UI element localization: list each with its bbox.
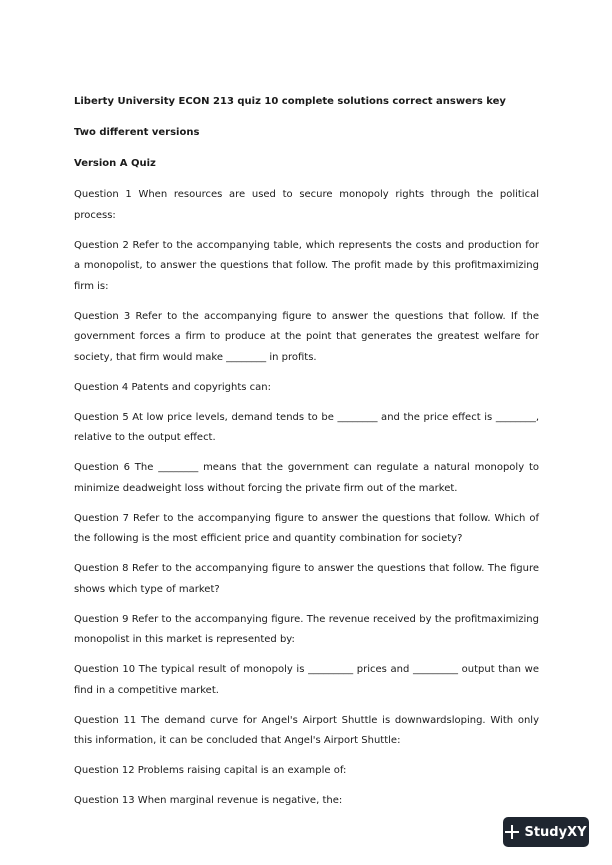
question-12: Question 12 Problems raising capital is an example of: xyxy=(74,765,347,776)
question-2: Question 2 Refer to the accompanying table, which represents the costs and production for a monopolist, to answer the questions that follow. The profit made by this profitmaximizing firm is: xyxy=(74,239,539,292)
document-subtitle: Two different versions xyxy=(74,127,200,138)
question-5: Question 5 At low price levels, demand tends to be ________ and the price effect is ________, relative to the output effect. xyxy=(74,411,539,443)
document-body xyxy=(74,92,539,821)
question-8: Question 8 Refer to the accompanying figure to answer the questions that follow. The figure shows which type of market? xyxy=(74,563,539,595)
question-3: Question 3 Refer to the accompanying figure to answer the questions that follow. If the government forces a firm to produce at the point that generates the greatest welfare for society, that firm would make ________ in profits. xyxy=(74,310,539,363)
document-title: Liberty University ECON 213 quiz 10 complete solutions correct answers key xyxy=(74,96,506,107)
question-7: Question 7 Refer to the accompanying figure to answer the questions that follow. Which of the following is the most efficient price and quantity combination for society? xyxy=(74,512,539,544)
question-6: Question 6 The ________ means that the government can regulate a natural monopoly to minimize deadweight loss without forcing the private firm out of the market. xyxy=(74,462,539,494)
plus-icon xyxy=(505,825,519,839)
section-heading: Version A Quiz xyxy=(74,158,156,169)
question-11: Question 11 The demand curve for Angel's Airport Shuttle is downwardsloping. With only this information, it can be concluded that Angel's Airport Shuttle: xyxy=(74,714,539,746)
question-4: Question 4 Patents and copyrights can: xyxy=(74,381,271,393)
question-9: Question 9 Refer to the accompanying figure. The revenue received by the profitmaximizing monopolist in this market is represented by: xyxy=(74,613,539,645)
question-10: Question 10 The typical result of monopoly is _________ prices and _________ output than we find in a competitive market. xyxy=(74,664,539,696)
question-13: Question 13 When marginal revenue is negative, the: xyxy=(74,795,343,806)
badge-label: StudyXY xyxy=(524,824,587,840)
question-1: Question 1 When resources are used to secure monopoly rights through the political process: xyxy=(74,189,539,221)
studyxy-badge[interactable] xyxy=(503,817,589,847)
